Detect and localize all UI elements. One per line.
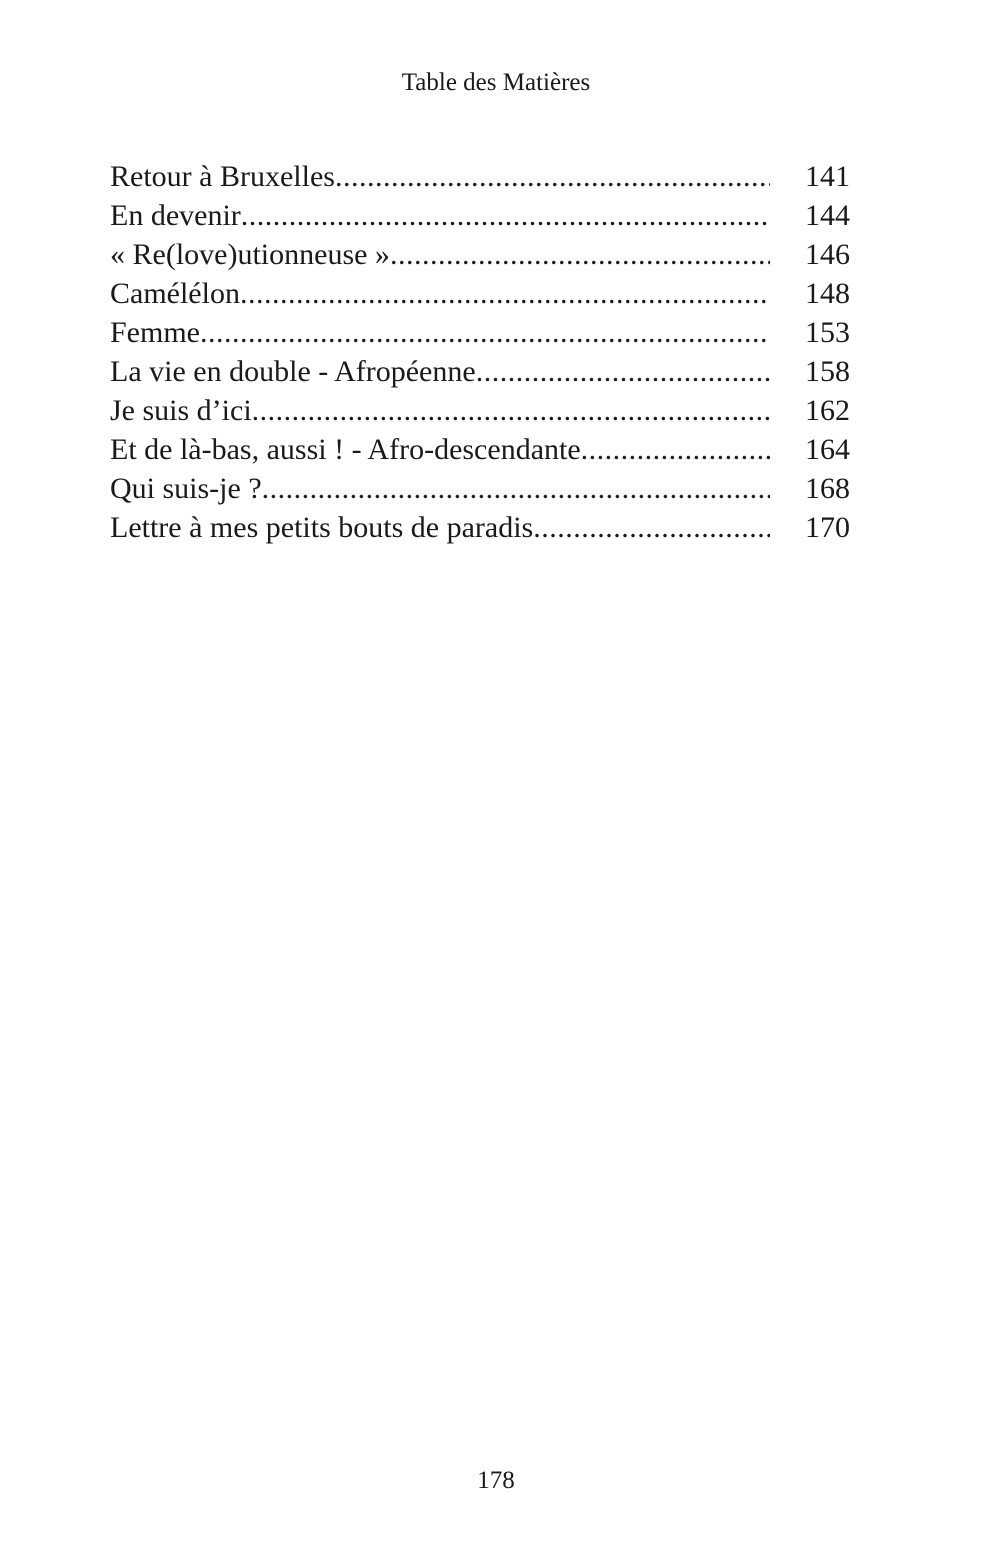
toc-entry-title-group (110, 508, 770, 547)
toc-entry-title-group (110, 274, 770, 313)
toc-entry-title: Femme (110, 316, 200, 349)
toc-dot-leader (200, 313, 770, 352)
toc-entry-title: Qui suis-je ? (110, 472, 262, 505)
toc-dot-leader (252, 391, 770, 430)
toc-entry-page: 158 (805, 355, 850, 388)
toc-entry-title-group (110, 313, 770, 352)
toc-entry-page: 168 (805, 472, 850, 505)
toc-dot-leader (476, 352, 770, 391)
toc-entry-title: « Re(love)utionneuse » (110, 238, 390, 271)
toc-entry-page: 141 (805, 160, 850, 193)
toc-entry (110, 313, 850, 352)
page-number: 178 (477, 1467, 515, 1494)
toc-entry-page: 164 (805, 433, 850, 466)
running-header-title: Table des Matières (401, 69, 591, 96)
toc-dot-leader (533, 508, 770, 547)
toc-dot-leader (335, 157, 770, 196)
toc-entry (110, 391, 850, 430)
toc-entry (110, 235, 850, 274)
toc-entry-title: Retour à Bruxelles (110, 160, 335, 193)
toc-dot-leader (390, 235, 770, 274)
toc-entry-title-group (110, 469, 770, 508)
toc-entry (110, 508, 850, 547)
toc-entry-page: 148 (805, 277, 850, 310)
toc-entry (110, 352, 850, 391)
toc-entry-title-group (110, 235, 770, 274)
toc-entry-page: 146 (805, 238, 850, 271)
toc-entry-title: Et de là-bas, aussi ! - Afro-descendante (110, 433, 581, 466)
toc-entry-title-group (110, 157, 770, 196)
toc-dot-leader (240, 274, 770, 313)
toc-entry-title: En devenir (110, 199, 241, 232)
toc-entry-title: Je suis d’ici (110, 394, 252, 427)
toc-entry (110, 196, 850, 235)
toc-entry-page: 170 (805, 511, 850, 544)
toc-entry-title-group (110, 352, 770, 391)
toc-entry (110, 469, 850, 508)
toc-entry-title: Camélélon (110, 277, 240, 310)
toc-entry (110, 430, 850, 469)
toc-dot-leader (241, 196, 770, 235)
toc-entry-page: 162 (805, 394, 850, 427)
toc-entry-page: 144 (805, 199, 850, 232)
table-of-contents (110, 157, 850, 547)
toc-entry (110, 274, 850, 313)
toc-entry (110, 157, 850, 196)
toc-entry-title: Lettre à mes petits bouts de paradis (110, 511, 534, 544)
toc-entry-title-group (110, 391, 770, 430)
toc-entry-title: La vie en double - Afropéenne (110, 355, 476, 388)
toc-entry-page: 153 (805, 316, 850, 349)
toc-entry-title-group (110, 430, 770, 469)
toc-entry-title-group (110, 196, 770, 235)
toc-dot-leader (262, 469, 770, 508)
toc-dot-leader (581, 430, 770, 469)
